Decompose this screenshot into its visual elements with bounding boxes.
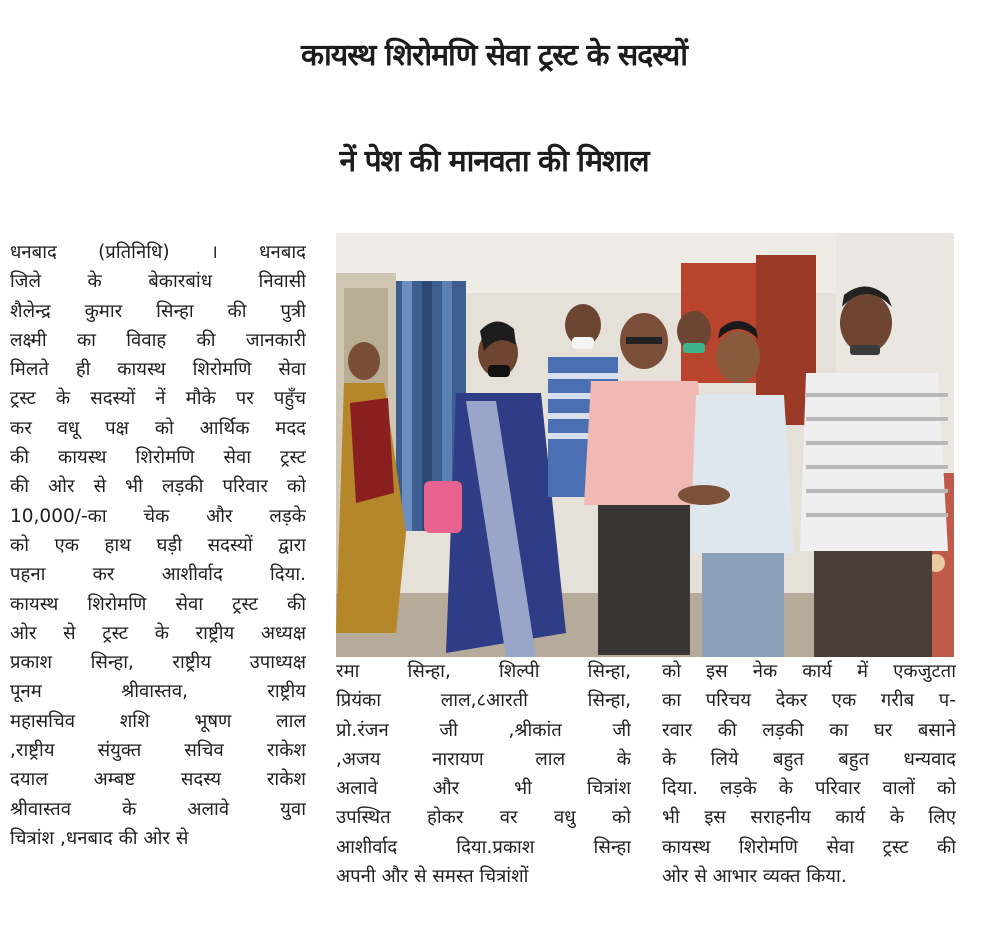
article-line: रमा सिन्हा, शिल्पी सिन्हा, — [336, 661, 631, 682]
article-line: का परिचय देकर एक गरीब प- — [662, 690, 956, 712]
article-line: 10,000/-का चेक और लड़के — [10, 505, 306, 527]
article-line: ट्रस्ट के सदस्यों नें मौके पर पहुँच — [10, 388, 306, 410]
article-line: आशीर्वाद दिया.प्रकाश सिन्हा — [336, 836, 631, 858]
article-line: मिलते ही कायस्थ शिरोमणि सेवा — [10, 359, 306, 381]
article-line: को एक हाथ घड़ी सदस्यों द्वारा — [10, 534, 306, 556]
article-line: शैलेन्द्र कुमार सिन्हा की पुत्री — [10, 300, 306, 322]
article-line: प्रकाश सिन्हा, राष्ट्रीय उपाध्यक्ष — [10, 652, 306, 674]
article-line: प्रो.रंजन जी ,श्रीकांत जी — [336, 719, 631, 741]
article-line: पहना कर आशीर्वाद दिया. — [10, 564, 306, 586]
group-photo — [336, 233, 954, 657]
article-right-column — [662, 657, 956, 891]
article-line: कायस्थ शिरोमणि सेवा ट्रस्ट की — [662, 836, 956, 858]
article-line: लक्ष्मी का विवाह की जानकारी — [10, 329, 306, 351]
article-line: दिया. लड़के के परिवार वालों को — [662, 778, 956, 800]
article-left-column — [10, 238, 306, 853]
article-line: अलावे और भी चित्रांश — [336, 778, 631, 800]
article-line: की ओर से भी लड़की परिवार को — [10, 476, 306, 498]
article-line: पूनम श्रीवास्तव, राष्ट्रीय — [10, 681, 306, 703]
article-line: अपनी और से समस्त चित्रांशों — [336, 866, 529, 888]
article-line: धनबाद (प्रतिनिधि) । धनबाद — [10, 242, 306, 263]
headline-line-1: कायस्थ शिरोमणि सेवा ट्रस्ट के सदस्यों — [300, 38, 687, 73]
article-line: कायस्थ शिरोमणि सेवा ट्रस्ट की — [10, 593, 306, 615]
article-line: महासचिव शशि भूषण लाल — [10, 710, 306, 732]
article-line: ओर से ट्रस्ट के राष्ट्रीय अध्यक्ष — [10, 622, 306, 644]
article-line: को इस नेक कार्य में एकजुटता — [662, 661, 956, 682]
article-line: कर वधू पक्ष को आर्थिक मदद — [10, 417, 306, 439]
article-line: दयाल अम्बष्ट सदस्य राकेश — [10, 769, 306, 791]
article-line: जिले के बेकारबांध निवासी — [10, 271, 306, 293]
article-middle-column — [336, 657, 631, 891]
headline-line-2: नें पेश की मानवता की मिशाल — [339, 144, 649, 179]
article-line: रवार की लड़की का घर बसाने — [662, 719, 956, 741]
article-line: के लिये बहुत बहुत धन्यवाद — [662, 748, 956, 770]
article-line: ओर से आभार व्यक्त किया. — [662, 866, 847, 888]
article-line: ,अजय नारायण लाल के — [336, 748, 631, 770]
article-line: प्रियंका लाल,८आरती सिन्हा, — [336, 690, 631, 712]
article-line: श्रीवास्तव के अलावे युवा — [10, 798, 306, 820]
article-line: ,राष्ट्रीय संयुक्त सचिव राकेश — [10, 740, 306, 762]
article-line: उपस्थित होकर वर वधु को — [336, 807, 631, 829]
article-line: भी इस सराहनीय कार्य के लिए — [662, 807, 956, 829]
article-line: चित्रांश ,धनबाद की ओर से — [10, 827, 189, 849]
article-line: की कायस्थ शिरोमणि सेवा ट्रस्ट — [10, 447, 306, 469]
